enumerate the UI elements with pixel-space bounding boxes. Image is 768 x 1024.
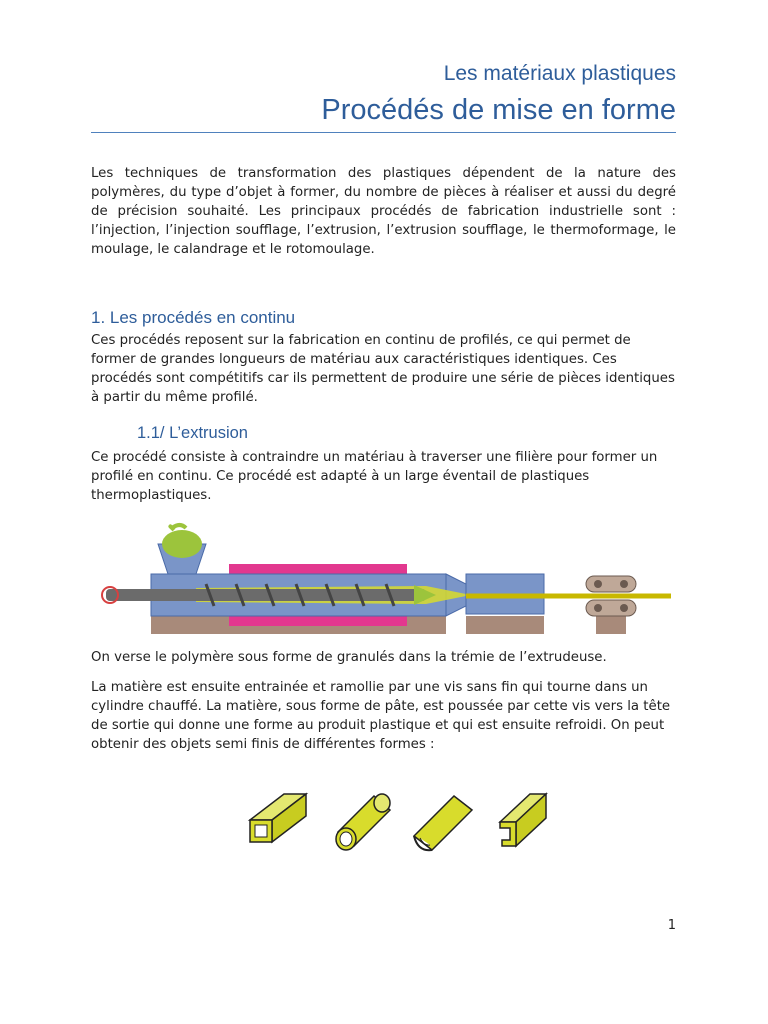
header-divider [91,132,676,133]
extruder-diagram [96,522,676,640]
open-channel-profile [410,792,480,854]
intro-paragraph: Les techniques de transformation des plastiques dépendent de la nature des polymères, du type d’objet à former, du nombre de pièces à réaliser et aussi du degré de précision souhaité. Les principaux procédés de fabrication industrielle sont : l’injection, l’injection soufflage, l’extrusion, l’extrusion soufflage, le thermoformage, le moulage, le calandrage et le rotomoulage. [91,166,676,257]
extrusion-definition-paragraph: Ce procédé consiste à contraindre un matériau à traverser une filière pour former un profilé en continu. Ce procédé est adapté à un large éventail de plastiques thermoplastiques. [91,450,658,503]
die-base [466,616,544,634]
puller-roller-top [586,576,636,592]
round-tube-profile [334,792,394,854]
granules-icon [162,530,202,558]
section-1-heading: 1. Les procédés en continu [91,308,296,327]
process-paragraph: La matière est ensuite entrainée et ramollie par une vis sans fin qui tourne dans un cylindre chauffé. La matière, sous forme de pâte, est poussée par cette vis vers la tête de sortie qui donne une forme au produit plastique et qui est ensuite refroidi. On peut obtenir des objets semi finis de différentes formes : [91,680,671,752]
screw-shaft [106,589,426,601]
angle-profile [496,792,552,854]
section-1-1-heading: 1.1/ L’extrusion [137,424,248,442]
document-title: Procédés de mise en forme [321,94,676,126]
puller-roller-bottom [586,600,636,616]
section-1-paragraph: Ces procédés reposent sur la fabrication en continu de profilés, ce qui permet de former de grandes longueurs de matériau aux caractéristiques identiques. Ces procédés sont compétitifs car ils permettent de produire une série de pièces identiques à partir du même profilé. [91,333,675,405]
lower-heater-band [229,616,407,626]
square-tube-profile [244,792,340,854]
page-number: 1 [667,918,676,933]
upper-heater-band [229,564,407,574]
document-subtitle: Les matériaux plastiques [443,62,676,85]
granules-paragraph: On verse le polymère sous forme de granulés dans la trémie de l’extrudeuse. [91,650,607,665]
